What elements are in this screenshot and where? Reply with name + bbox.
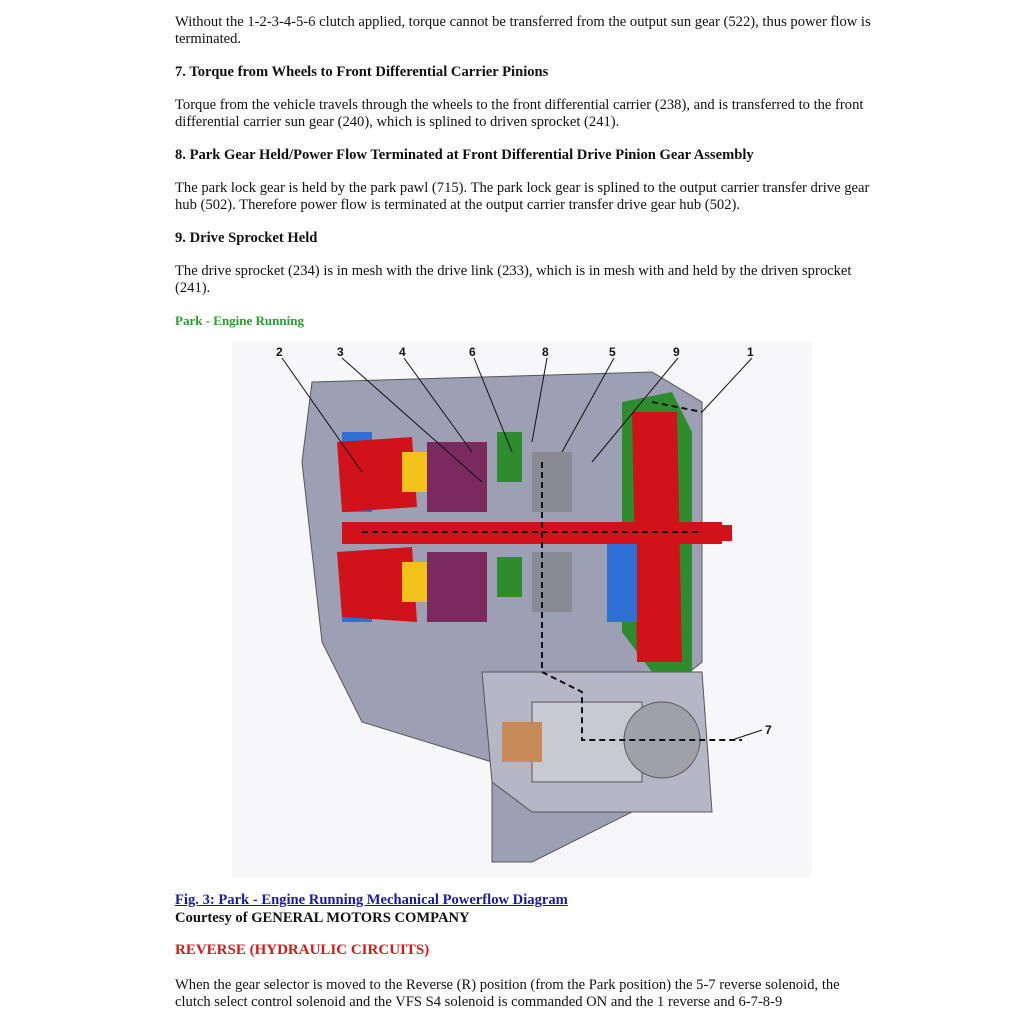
figure-caption[interactable] [175,892,568,909]
callout-1: 1 [747,345,754,359]
paragraph-8: The park lock gear is held by the park pawl (715). The park lock gear is splined to the output carrier transfer drive gear hub (502). Therefore power flow is terminated at the output carrier transfer drive gear hub (502). [175,180,870,213]
callout-7: 7 [765,723,772,737]
callout-5: 5 [609,345,616,359]
heading-8: 8. Park Gear Held/Power Flow Terminated at Front Differential Drive Pinion Gear Assembly [175,147,754,163]
callout-4: 4 [399,345,406,359]
figure-courtesy: Courtesy of GENERAL MOTORS COMPANY [175,910,470,926]
callout-8: 8 [542,345,549,359]
callout-3: 3 [337,345,344,359]
heading-7: 7. Torque from Wheels to Front Differential Carrier Pinions [175,64,549,80]
reverse-paragraph: When the gear selector is moved to the Reverse (R) position (from the Park position) the 5-7 reverse solenoid, the clutch select control solenoid and the VFS S4 solenoid is commanded ON and the 1 reverse and 6-7-8-9 [175,977,840,1010]
park-engine-running-label: Park - Engine Running [175,313,304,328]
powerflow-diagram [232,342,812,877]
reverse-heading: REVERSE (HYDRAULIC CIRCUITS) [175,942,430,958]
paragraph-9: The drive sprocket (234) is in mesh with the drive link (233), which is in mesh with and held by the driven sprocket (241). [175,263,852,296]
callout-9: 9 [673,345,680,359]
intro-paragraph: Without the 1-2-3-4-5-6 clutch applied, torque cannot be transferred from the output sun gear (522), thus power flow is terminated. [175,14,871,47]
paragraph-7: Torque from the vehicle travels through the wheels to the front differential carrier (238), and is transferred to the front differential carrier sun gear (240), which is splined to driven sprocket (241). [175,97,864,130]
callout-6: 6 [469,345,476,359]
callout-2: 2 [276,345,283,359]
figure-caption-link[interactable]: Fig. 3: Park - Engine Running Mechanical Powerflow Diagram [175,892,568,908]
heading-9: 9. Drive Sprocket Held [175,230,318,246]
